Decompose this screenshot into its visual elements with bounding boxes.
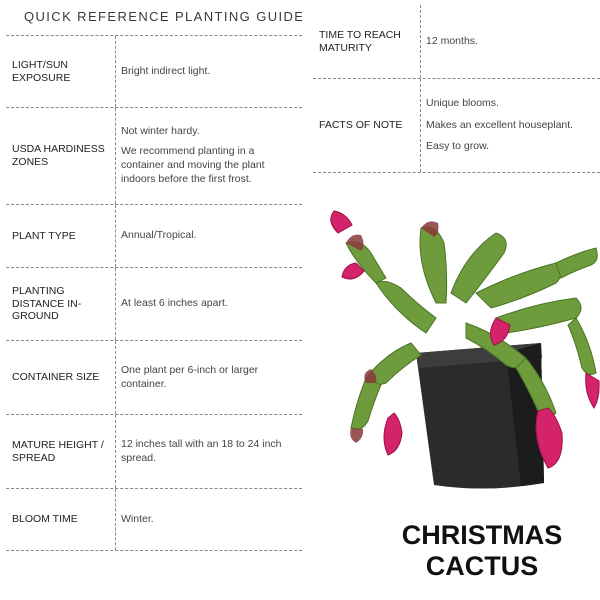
row-label: USDA HARDINESS ZONES (6, 108, 116, 204)
row-value: Bright indirect light. (121, 64, 211, 77)
row-value: 12 months. (426, 34, 478, 47)
row-label: FACTS OF NOTE (313, 79, 421, 172)
row-plant-type (6, 205, 302, 268)
row-label: PLANTING DISTANCE IN-GROUND (6, 268, 116, 340)
plant-name-line1: CHRISTMAS (401, 520, 563, 550)
row-label: CONTAINER SIZE (6, 341, 116, 414)
row-value: One plant per 6-inch or larger container. (121, 363, 259, 390)
row-value: Annual/Tropical. (121, 229, 197, 242)
row-bloom-time (6, 489, 302, 551)
row-value: At least 6 inches apart. (121, 297, 228, 310)
row-label: TIME TO REACH MATURITY (313, 5, 421, 78)
row-label: PLANT TYPE (6, 205, 116, 267)
plant-name (372, 520, 592, 582)
row-label: LIGHT/SUN EXPOSURE (6, 36, 116, 107)
planting-guide-table (6, 35, 302, 551)
row-light-sun-exposure (6, 35, 302, 108)
guide-title: QUICK REFERENCE PLANTING GUIDE (24, 9, 305, 24)
row-mature-height-spread (6, 415, 302, 489)
row-value: Winter. (121, 512, 154, 525)
row-container-size (6, 341, 302, 415)
extra-info-table (313, 5, 600, 173)
row-usda-hardiness-zones (6, 108, 302, 205)
christmas-cactus-photo (316, 193, 600, 498)
row-facts-of-note (313, 79, 600, 173)
row-planting-distance (6, 268, 302, 341)
row-value: Unique blooms. Makes an excellent houseplant. Easy to grow. (426, 96, 574, 153)
row-value: Not winter hardy. We recommend planting in a container and moving the plant indoors before the first frost. (121, 125, 265, 185)
plant-name-line2: CACTUS (425, 551, 539, 581)
row-time-to-maturity (313, 5, 600, 79)
row-value: 12 inches tall with an 18 to 24 inch spread. (121, 437, 282, 464)
row-label: MATURE HEIGHT / SPREAD (6, 415, 116, 488)
row-label: BLOOM TIME (6, 489, 116, 550)
